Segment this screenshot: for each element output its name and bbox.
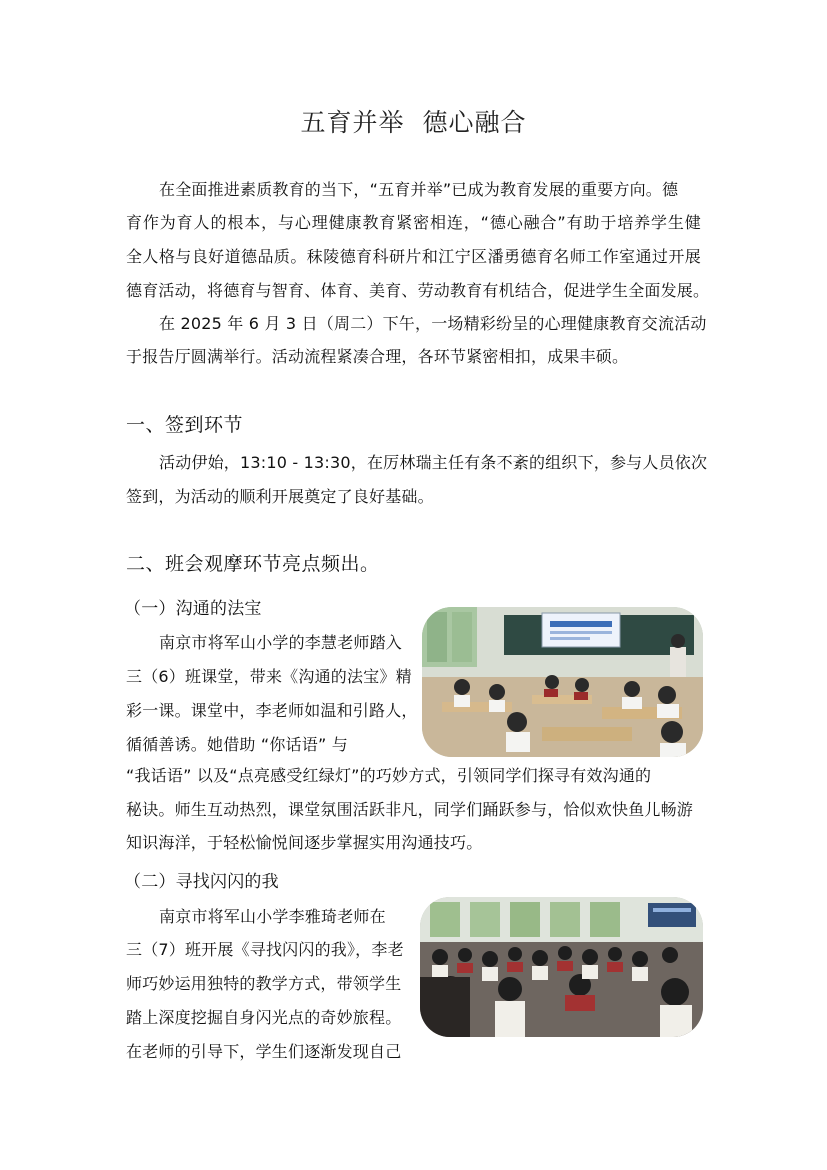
section-1-heading: 一、签到环节: [126, 414, 244, 436]
sub2-line-5: 在老师的引导下，学生们逐渐发现自己: [126, 1042, 402, 1061]
intro-line-1: 在全面推进素质教育的当下，“五育并举”已成为教育发展的重要方向。德: [159, 180, 679, 199]
sub1-line-7: 知识海洋，于轻松愉悦间逐步掌握实用沟通技巧。: [126, 833, 483, 852]
subsection-1-heading: （一）沟通的法宝: [124, 599, 262, 619]
page-title: 五育并举 德心融合: [300, 108, 527, 137]
sub1-line-4: 循循善诱。她借助 “你话语” 与: [126, 735, 348, 754]
section-2-heading: 二、班会观摩环节亮点频出。: [126, 553, 380, 575]
intro-line-6: 于报告厅圆满举行。活动流程紧凑合理，各环节紧密相扣，成果丰硕。: [126, 347, 629, 366]
sub1-line-2: 三（6）班课堂，带来《沟通的法宝》精: [126, 667, 412, 686]
intro-line-3: 全人格与良好道德品质。秣陵德育科研片和江宁区潘勇德育名师工作室通过开展: [126, 247, 701, 266]
sub2-line-3: 师巧妙运用独特的教学方式，带领学生: [126, 974, 402, 993]
classroom-photo-2: [420, 897, 703, 1037]
sub1-line-3: 彩一课。课堂中，李老师如温和引路人，: [126, 701, 418, 720]
intro-line-4: 德育活动，将德育与智育、体育、美育、劳动教育有机结合，促进学生全面发展。: [126, 281, 710, 300]
section-1-line-1: 活动伊始，13:10 - 13:30，在厉林瑞主任有条不紊的组织下，参与人员依次: [159, 453, 708, 472]
sub1-line-5: “我话语” 以及“点亮感受红绿灯”的巧妙方式，引领同学们探寻有效沟通的: [126, 766, 652, 785]
section-1-line-2: 签到，为活动的顺利开展奠定了良好基础。: [126, 487, 434, 506]
sub1-line-1: 南京市将军山小学的李慧老师踏入: [159, 633, 403, 652]
sub1-line-6: 秘诀。师生互动热烈，课堂氛围活跃非凡，同学们踊跃参与，恰似欢快鱼儿畅游: [126, 800, 694, 819]
subsection-2-heading: （二）寻找闪闪的我: [124, 872, 279, 892]
intro-line-2: 育作为育人的根本，与心理健康教育紧密相连，“德心融合”有助于培养学生健: [126, 213, 701, 232]
sub2-line-4: 踏上深度挖掘自身闪光点的奇妙旅程。: [126, 1008, 402, 1027]
intro-line-5: 在 2025 年 6 月 3 日（周二）下午，一场精彩纷呈的心理健康教育交流活动: [159, 314, 707, 333]
sub2-line-1: 南京市将军山小学李雅琦老师在: [159, 907, 386, 926]
sub2-line-2: 三（7）班开展《寻找闪闪的我》，李老: [126, 940, 404, 959]
classroom-photo-1: [422, 607, 703, 757]
